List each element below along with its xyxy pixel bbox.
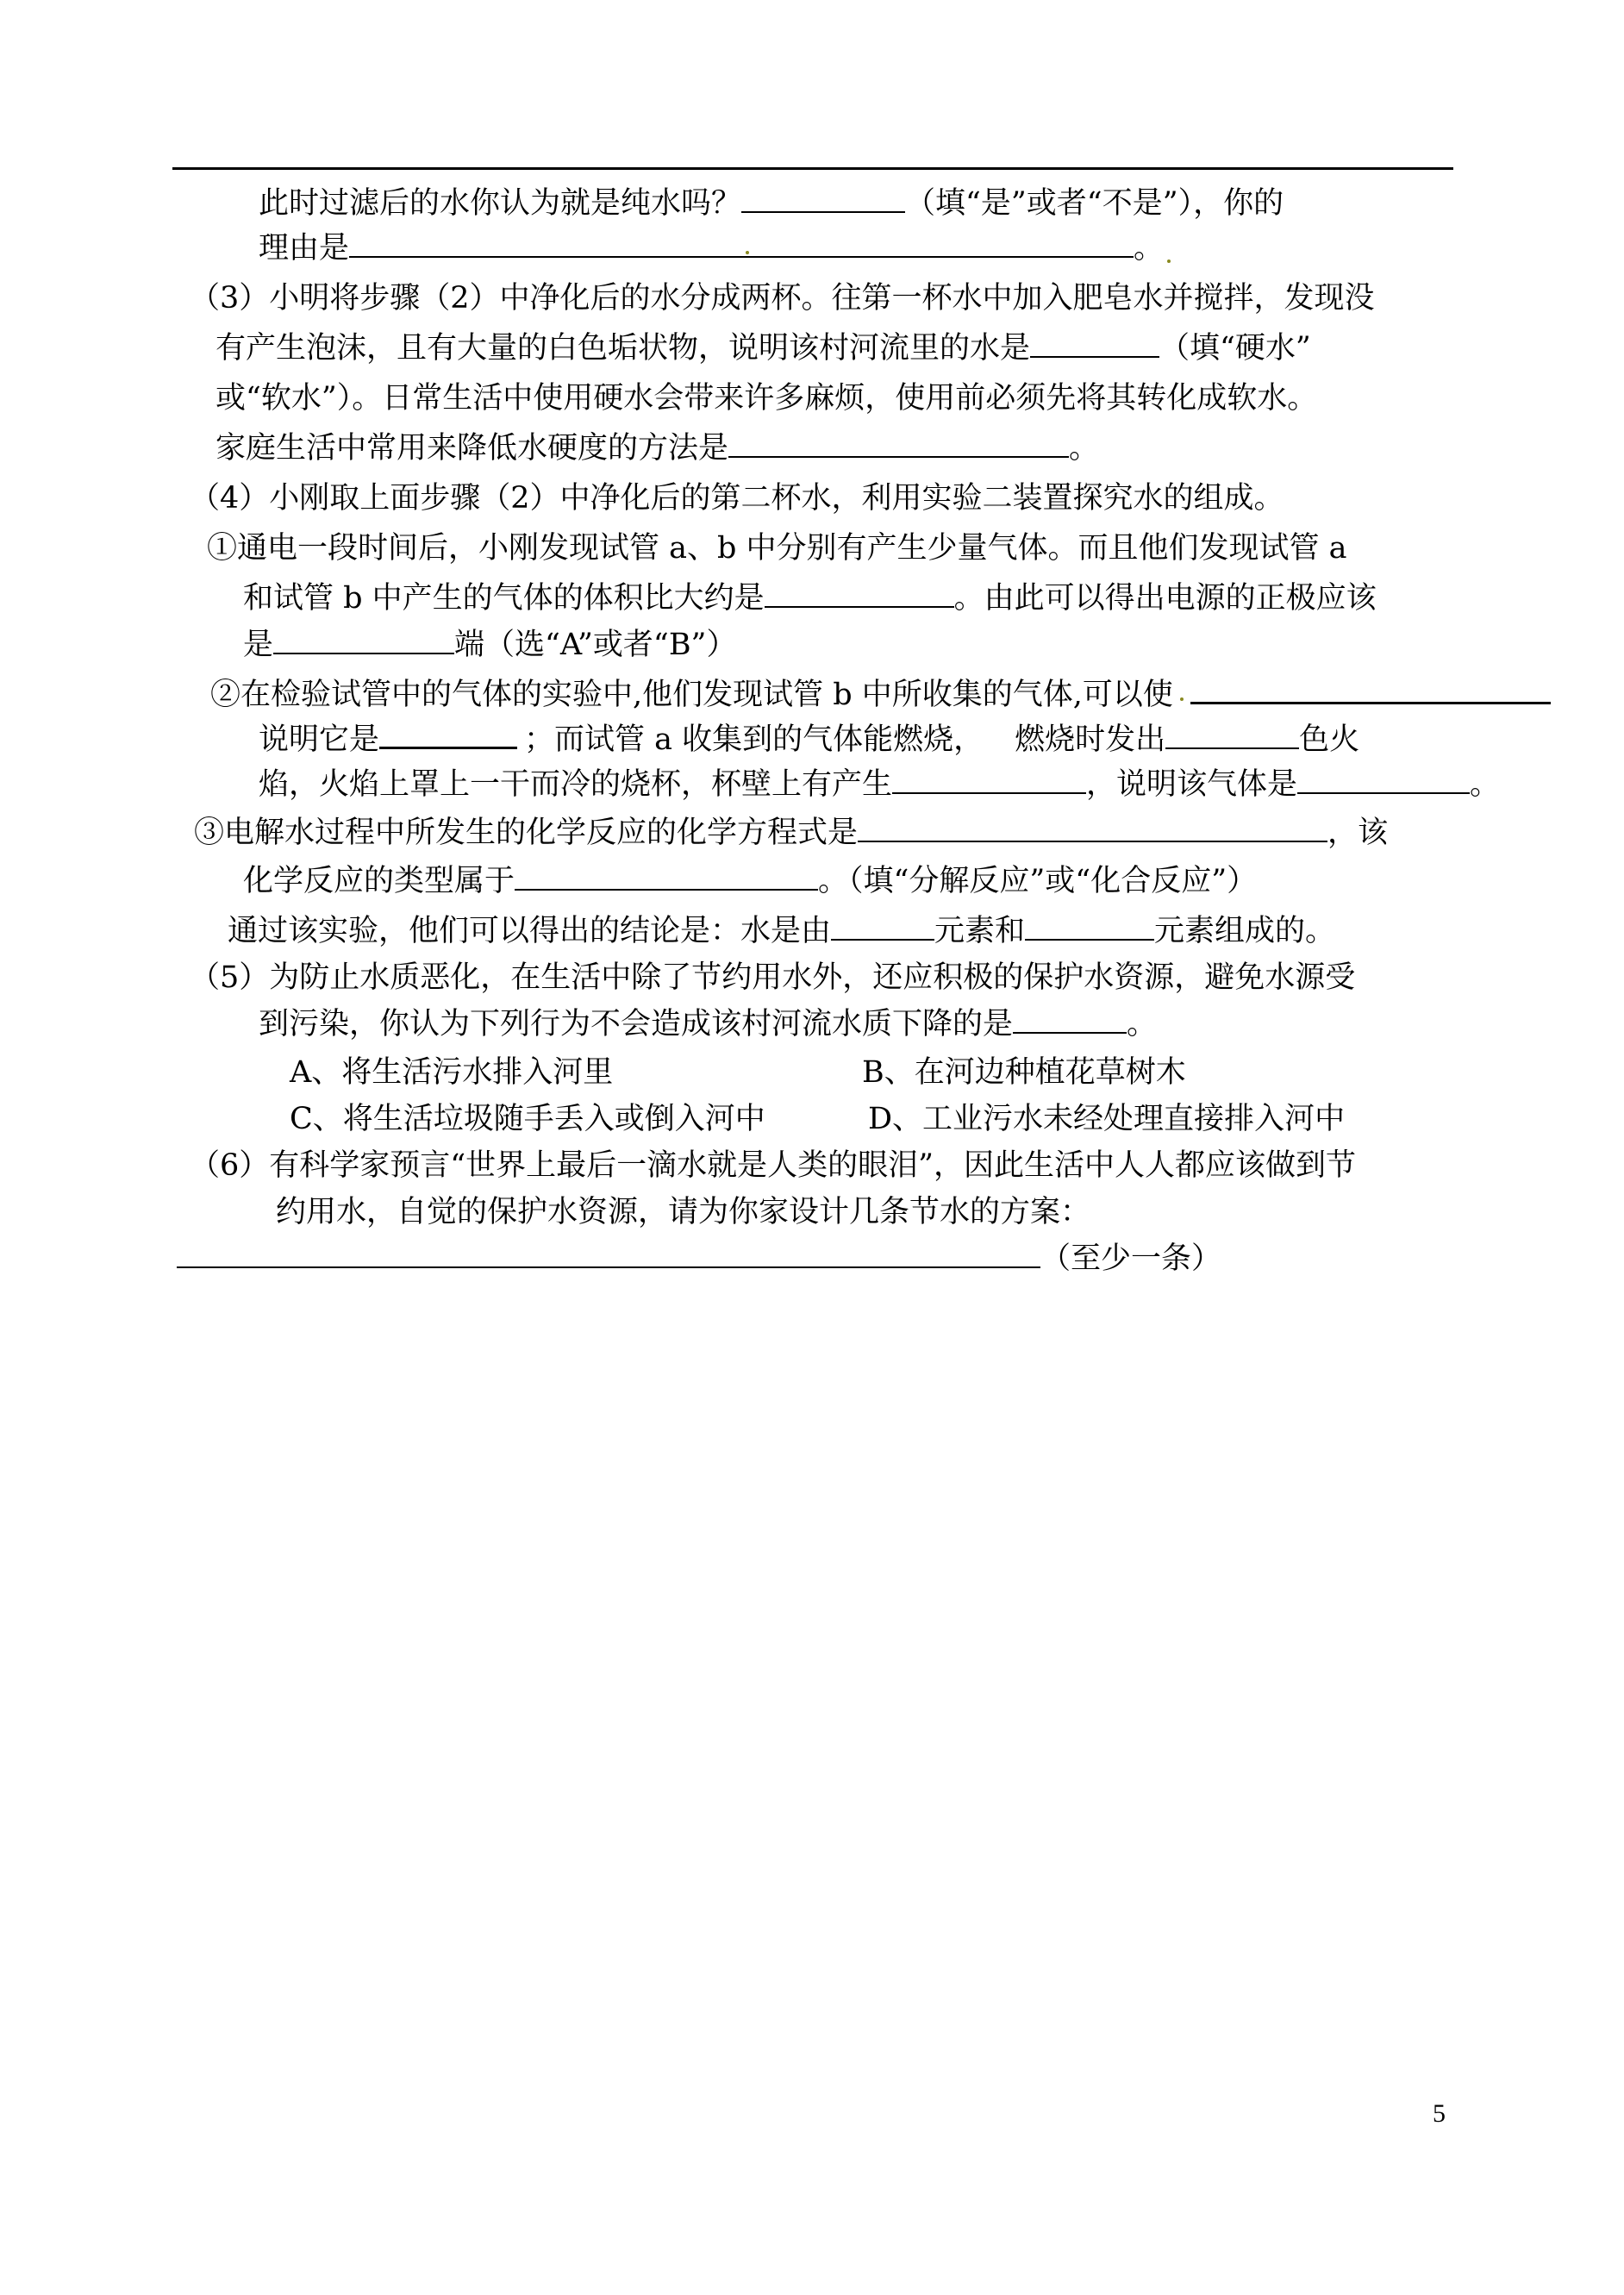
text-line-5 bbox=[215, 376, 1317, 421]
question-text: 。 bbox=[1127, 1007, 1158, 1041]
answer-blank-flame-color[interactable] bbox=[1165, 718, 1299, 749]
option-d[interactable] bbox=[868, 1097, 1345, 1141]
question-text: 约用水，自觉的保护水资源，请为你家设计几条节水的方案： bbox=[276, 1195, 1091, 1229]
stray-mark bbox=[746, 251, 749, 254]
question-text: 到污染，你认为下列行为不会造成该村河流水质下降的是 bbox=[259, 1007, 1014, 1041]
question-text: 端（选“A”或者“B”） bbox=[454, 628, 737, 662]
text-line-23 bbox=[177, 1236, 1221, 1281]
text-line-15 bbox=[243, 859, 1257, 904]
text-line-14 bbox=[194, 810, 1388, 855]
text-line-1 bbox=[259, 181, 1284, 226]
option-a-text: A、将生活污水排入河里 bbox=[290, 1055, 614, 1090]
text-line-17 bbox=[190, 955, 1355, 1000]
question-3-text: （3）小明将步骤（2）中净化后的水分成两杯。往第一杯水中加入肥皂水并搅拌，发现没 bbox=[190, 281, 1375, 316]
question-text: 。由此可以得出电源的正极应该 bbox=[953, 581, 1377, 616]
text-line-18 bbox=[259, 1002, 1157, 1047]
question-text: 。（填“分解反应”或“化合反应”） bbox=[818, 864, 1258, 898]
text-line-3 bbox=[190, 276, 1375, 321]
answer-blank-gas-b-identity[interactable] bbox=[379, 717, 517, 749]
text-line-4 bbox=[215, 326, 1311, 371]
question-text: 。 bbox=[1134, 231, 1165, 266]
answer-blank-gas-a-identity[interactable] bbox=[1297, 763, 1470, 794]
option-c[interactable] bbox=[290, 1097, 765, 1141]
stray-mark bbox=[1167, 260, 1171, 263]
question-text: （填“是”或者“不是”），你的 bbox=[905, 186, 1284, 221]
answer-blank-hard-soft[interactable] bbox=[1030, 327, 1159, 358]
stray-mark bbox=[1180, 697, 1184, 701]
question-text: 此时过滤后的水你认为就是纯水吗？ bbox=[259, 186, 742, 221]
question-text: 理由是 bbox=[259, 231, 350, 266]
answer-blank-softening-method[interactable] bbox=[728, 427, 1069, 458]
question-text: ，该 bbox=[1327, 816, 1389, 850]
header-rule bbox=[172, 167, 1453, 170]
question-text: ③电解水过程中所发生的化学反应的化学方程式是 bbox=[194, 816, 859, 850]
option-a[interactable] bbox=[290, 1050, 613, 1095]
question-text: ①通电一段时间后，小刚发现试管 a、b 中分别有产生少量气体。而且他们发现试管 a bbox=[207, 531, 1347, 566]
text-line-11 bbox=[210, 672, 1551, 717]
question-text: （至少一条） bbox=[1040, 1241, 1222, 1276]
text-line-2 bbox=[259, 226, 1179, 271]
answer-blank-water-saving-plan[interactable] bbox=[177, 1237, 1040, 1268]
answer-blank-volume-ratio[interactable] bbox=[765, 577, 954, 608]
question-text: 色火 bbox=[1299, 722, 1360, 757]
answer-blank-gas-b-test[interactable] bbox=[1190, 672, 1551, 704]
option-d-text: D、工业污水未经处理直接排入河中 bbox=[868, 1102, 1346, 1136]
question-text: 和试管 b 中产生的气体的体积比大约是 bbox=[243, 581, 765, 616]
text-line-13 bbox=[259, 762, 1500, 807]
option-c-text: C、将生活垃圾随手丢入或倒入河中 bbox=[290, 1102, 765, 1136]
text-line-22 bbox=[276, 1190, 1090, 1235]
option-b[interactable] bbox=[862, 1050, 1186, 1095]
answer-blank-chemical-equation[interactable] bbox=[858, 811, 1327, 842]
question-text: 是 bbox=[243, 628, 274, 662]
text-line-21 bbox=[190, 1143, 1356, 1188]
question-text: 。 bbox=[1069, 431, 1100, 466]
question-text: 燃烧， bbox=[893, 722, 984, 757]
text-line-16 bbox=[228, 909, 1335, 954]
answer-blank-element-2[interactable] bbox=[1025, 910, 1154, 941]
text-line-6 bbox=[215, 426, 1099, 471]
option-b-text: B、在河边种植花草树木 bbox=[862, 1055, 1186, 1090]
answer-blank-beaker-observation[interactable] bbox=[892, 763, 1086, 794]
question-5-text: （5）为防止水质恶化，在生活中除了节约用水外，还应积极的保护水资源，避免水源受 bbox=[190, 960, 1356, 995]
text-line-7 bbox=[190, 476, 1284, 521]
question-text: 元素组成的。 bbox=[1154, 914, 1336, 948]
question-text: 元素和 bbox=[934, 914, 1026, 948]
answer-blank-positive-pole[interactable] bbox=[273, 623, 454, 654]
text-line-8 bbox=[207, 526, 1347, 571]
text-line-9 bbox=[243, 576, 1377, 621]
question-text: ②在检验试管中的气体的实验中,他们发现试管 b 中所收集的气体,可以使 bbox=[210, 678, 1173, 712]
question-text: 或“软水”）。日常生活中使用硬水会带来许多麻烦，使用前必须先将其转化成软水。 bbox=[215, 381, 1318, 416]
answer-blank-reason[interactable] bbox=[349, 227, 1134, 258]
question-text: 化学反应的类型属于 bbox=[243, 864, 515, 898]
question-text: 焰，火焰上罩上一干而冷的烧杯，杯壁上有产生 bbox=[259, 767, 893, 802]
question-text: 家庭生活中常用来降低水硬度的方法是 bbox=[215, 431, 729, 466]
page-number: 5 bbox=[1433, 2099, 1446, 2128]
question-text: 说明它是 bbox=[259, 722, 380, 757]
question-text: 。 bbox=[1470, 767, 1501, 802]
answer-blank-reaction-type[interactable] bbox=[515, 860, 818, 891]
question-text: 燃烧时发出 bbox=[1015, 722, 1166, 757]
text-line-10 bbox=[243, 622, 736, 667]
text-line-12 bbox=[259, 717, 1359, 762]
answer-blank-pure-water[interactable] bbox=[741, 182, 905, 213]
question-6-text: （6）有科学家预言“世界上最后一滴水就是人类的眼泪”，因此生活中人人都应该做到节 bbox=[190, 1148, 1357, 1183]
question-4-text: （4）小刚取上面步骤（2）中净化后的第二杯水，利用实验二装置探究水的组成。 bbox=[190, 481, 1284, 516]
answer-blank-element-1[interactable] bbox=[831, 910, 934, 941]
question-text: ，说明该气体是 bbox=[1086, 767, 1298, 802]
question-text: ；而试管 a 收集到的气体能 bbox=[524, 722, 894, 757]
question-text: 有产生泡沫，且有大量的白色垢状物，说明该村河流里的水是 bbox=[215, 331, 1031, 366]
question-text: 通过该实验，他们可以得出的结论是：水是由 bbox=[228, 914, 832, 948]
answer-blank-choice[interactable] bbox=[1013, 1003, 1127, 1034]
question-text: （填“硬水” bbox=[1159, 331, 1311, 366]
